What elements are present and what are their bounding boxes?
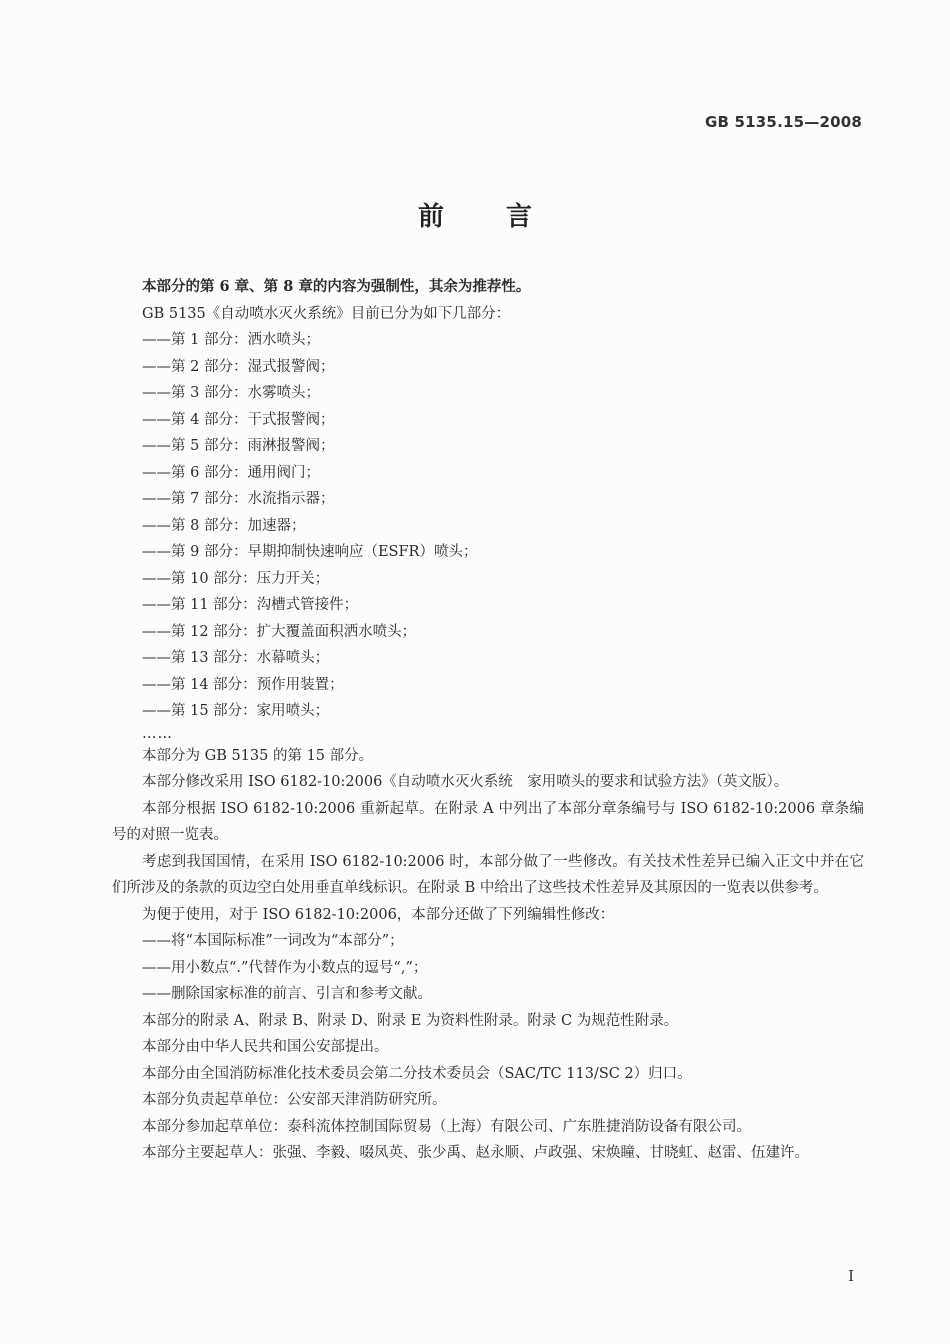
paragraph: 为便于使用，对于 ISO 6182-10:2006，本部分还做了下列编辑性修改： bbox=[142, 906, 615, 923]
list-item: ——第 3 部分：水雾喷头； bbox=[142, 385, 320, 401]
list-item: ——第 12 部分：扩大覆盖面积洒水喷头； bbox=[142, 623, 417, 640]
list-item: ——第 5 部分：雨淋报警阀； bbox=[142, 438, 335, 454]
list-item: ——第 7 部分：水流指示器； bbox=[142, 491, 335, 507]
paragraph: 本部分的附录 A、附录 B、附录 D、附录 E 为资料性附录。附录 C 为规范性附录。 bbox=[142, 1012, 679, 1029]
list-item: ——第 11 部分：沟槽式管接件； bbox=[142, 597, 359, 613]
standard-code: GB 5135.15—2008 bbox=[704, 113, 862, 131]
list-item: ——将“本国际标准”一词改为“本部分”； bbox=[142, 933, 404, 949]
list-item: ——第 13 部分：水幕喷头； bbox=[142, 650, 330, 666]
list-item: ——第 10 部分：压力开关； bbox=[142, 570, 330, 587]
list-item: ——用小数点“.”代替作为小数点的逗号“,”； bbox=[142, 959, 428, 976]
paragraph: 本部分主要起草人：张强、李毅、啜凤英、张少禹、赵永顺、卢政强、宋焕瞳、甘晓虹、赵雷、伍建许。 bbox=[142, 1145, 809, 1161]
list-item: ——第 1 部分：洒水喷头； bbox=[142, 332, 320, 348]
ellipsis: …… bbox=[142, 725, 173, 742]
paragraph: 本部分参加起草单位：泰科流体控制国际贸易（上海）有限公司、广东胜捷消防设备有限公司。 bbox=[142, 1118, 751, 1135]
list-item: ——第 14 部分：预作用装置； bbox=[142, 676, 344, 693]
edits-list bbox=[112, 928, 864, 1008]
page-number: I bbox=[848, 1267, 854, 1285]
paragraph: 本部分根据 ISO 6182-10:2006 重新起草。在附录 A 中列出了本部分章条编号与 ISO 6182-10:2006 章条编号的对照一览表。 bbox=[112, 800, 864, 843]
document-body bbox=[112, 274, 864, 1167]
list-item: ——第 2 部分：湿式报警阀； bbox=[142, 358, 335, 375]
series-intro: GB 5135《自动喷水灭火系统》目前已分为如下几部分： bbox=[142, 305, 511, 322]
list-item: ——第 8 部分：加速器； bbox=[142, 517, 306, 534]
paragraph: 本部分由全国消防标准化技术委员会第二分技术委员会（SAC/TC 113/SC 2）归口。 bbox=[142, 1065, 692, 1082]
paragraph: 考虑到我国国情，在采用 ISO 6182-10:2006 时，本部分做了一些修改。有关技术性差异已编入正文中并在它们所涉及的条款的页边空白处用垂直单线标识。在附录 B 中给出了这些技术性差异及其原因的一览表以供参考。 bbox=[112, 853, 864, 896]
list-item: ——删除国家标准的前言、引言和参考文献。 bbox=[142, 986, 432, 1002]
paragraph: 本部分负责起草单位：公安部天津消防研究所。 bbox=[142, 1092, 447, 1108]
page-title: 前言 bbox=[417, 202, 594, 232]
parts-list bbox=[112, 327, 864, 725]
list-item: ——第 15 部分：家用喷头； bbox=[142, 703, 330, 719]
paragraph: 本部分由中华人民共和国公安部提出。 bbox=[142, 1039, 389, 1055]
list-item: ——第 6 部分：通用阀门； bbox=[142, 464, 320, 481]
paragraph: 本部分修改采用 ISO 6182-10:2006《自动喷水灭火系统 家用喷头的要求和试验方法》（英文版）。 bbox=[142, 774, 789, 790]
list-item: ——第 9 部分：早期抑制快速响应（ESFR）喷头； bbox=[142, 544, 478, 560]
intro-statement: 本部分的第 6 章、第 8 章的内容为强制性，其余为推荐性。 bbox=[142, 278, 531, 295]
paragraph: 本部分为 GB 5135 的第 15 部分。 bbox=[142, 747, 374, 764]
list-item: ——第 4 部分：干式报警阀； bbox=[142, 411, 335, 428]
